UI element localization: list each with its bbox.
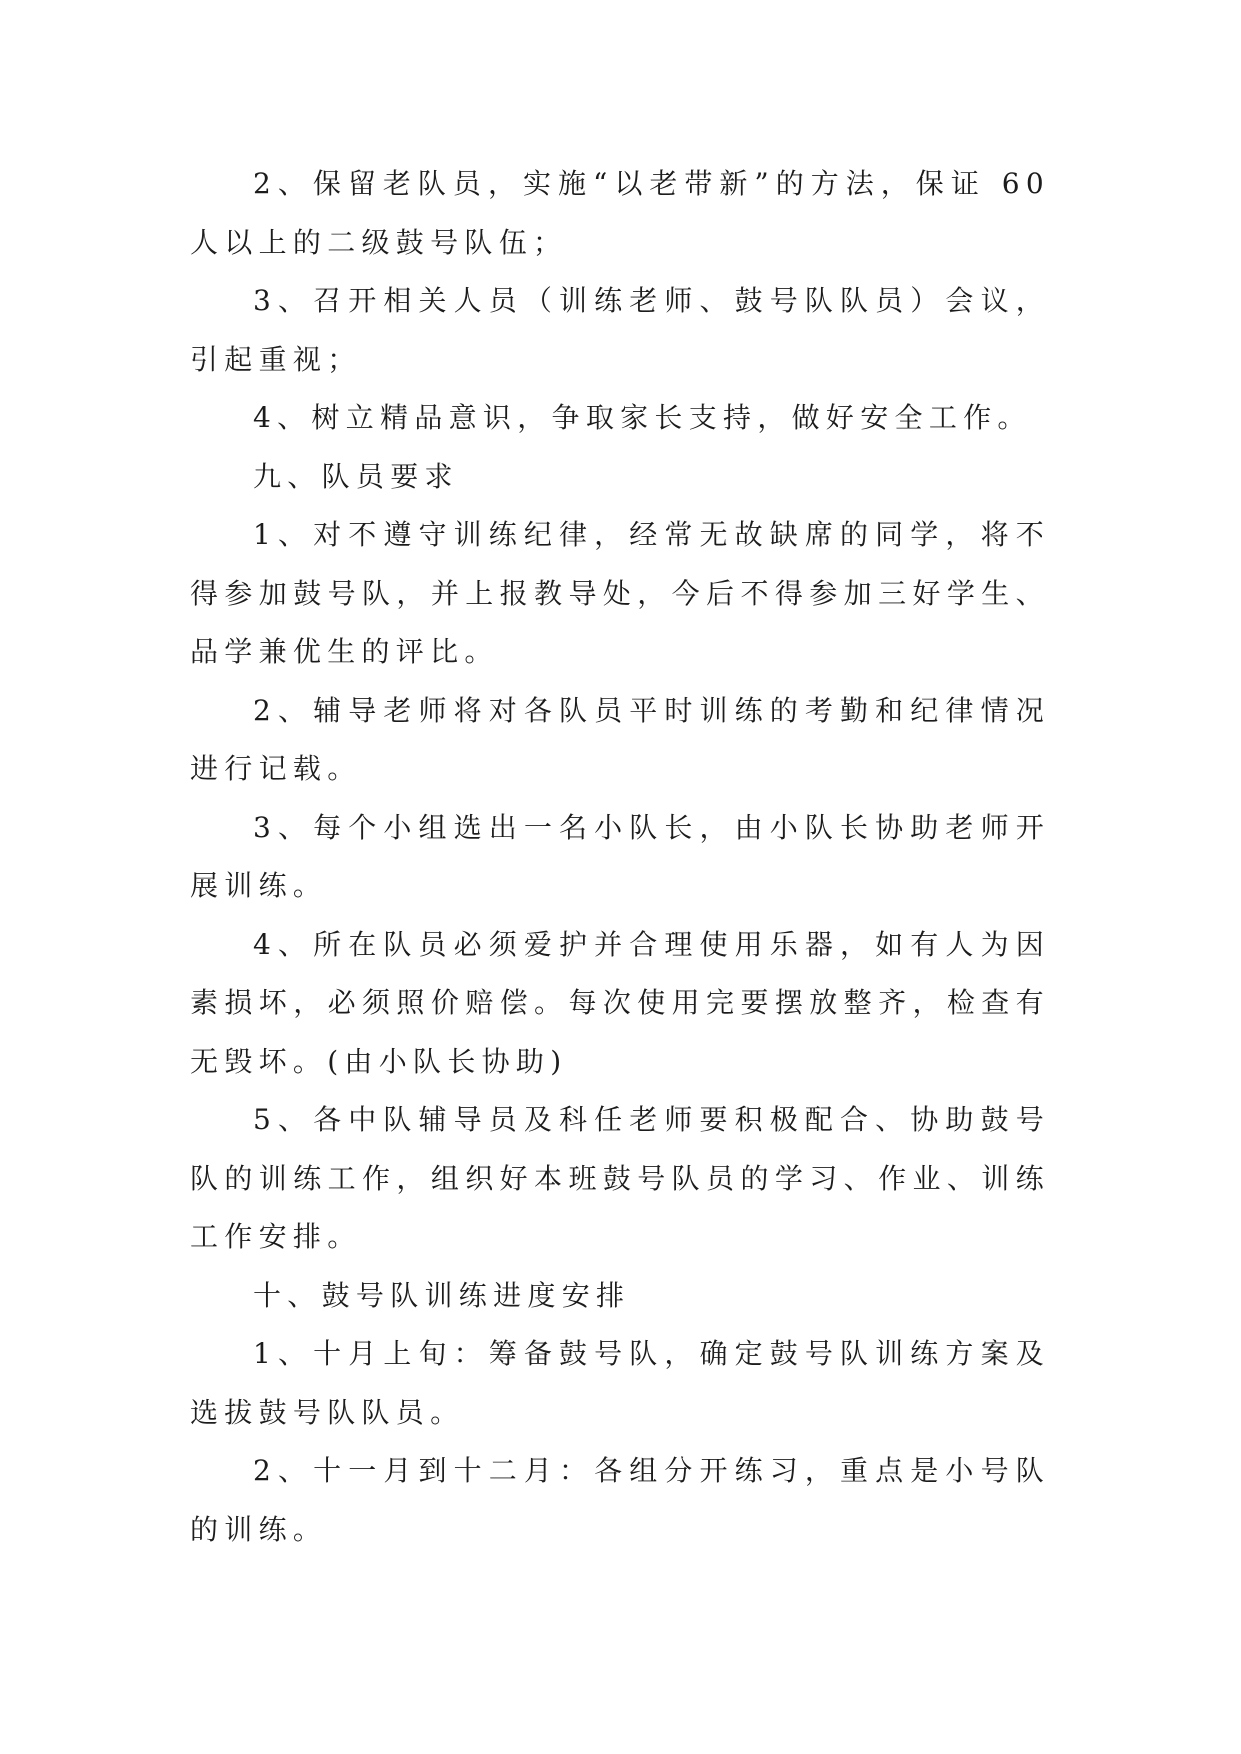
paragraph-quality-awareness: 4、树立精品意识，争取家长支持，做好安全工作。	[253, 401, 1032, 434]
section-heading-training-schedule: 十、鼓号队训练进度安排	[253, 1278, 631, 1312]
paragraph-retain-veterans: 2、保留老队员，实施“以老带新”的方法，保证 60 人以上的二级鼓号队伍；	[190, 167, 1066, 259]
paragraph-attendance-record: 2、辅导老师将对各队员平时训练的考勤和纪律情况进行记载。	[190, 693, 1050, 785]
paragraph-instrument-care: 4、所在队员必须爱护并合理使用乐器，如有人为因素损坏，必须照价赔偿。每次使用完要摆放整齐，检查有无毁坏。(由小队长协助)	[190, 927, 1050, 1078]
paragraph-squad-leader: 3、每个小组选出一名小队长，由小队长协助老师开展训练。	[190, 810, 1050, 902]
paragraph-november-december-plan: 2、十一月到十二月：各组分开练习，重点是小号队的训练。	[190, 1454, 1050, 1546]
paragraph-teacher-cooperation: 5、各中队辅导员及科任老师要积极配合、协助鼓号队的训练工作，组织好本班鼓号队员的学习、作业、训练工作安排。	[190, 1103, 1050, 1253]
section-heading-member-requirements: 九、队员要求	[253, 459, 459, 493]
paragraph-october-plan: 1、十月上旬：筹备鼓号队，确定鼓号队训练方案及选拔鼓号队队员。	[190, 1337, 1050, 1429]
paragraph-hold-meeting: 3、召开相关人员（训练老师、鼓号队队员）会议，引起重视；	[190, 284, 1050, 376]
document-page	[190, 155, 1066, 1559]
paragraph-discipline: 1、对不遵守训练纪律，经常无故缺席的同学，将不得参加鼓号队，并上报教导处，今后不得参加三好学生、品学兼优生的评比。	[190, 518, 1050, 668]
